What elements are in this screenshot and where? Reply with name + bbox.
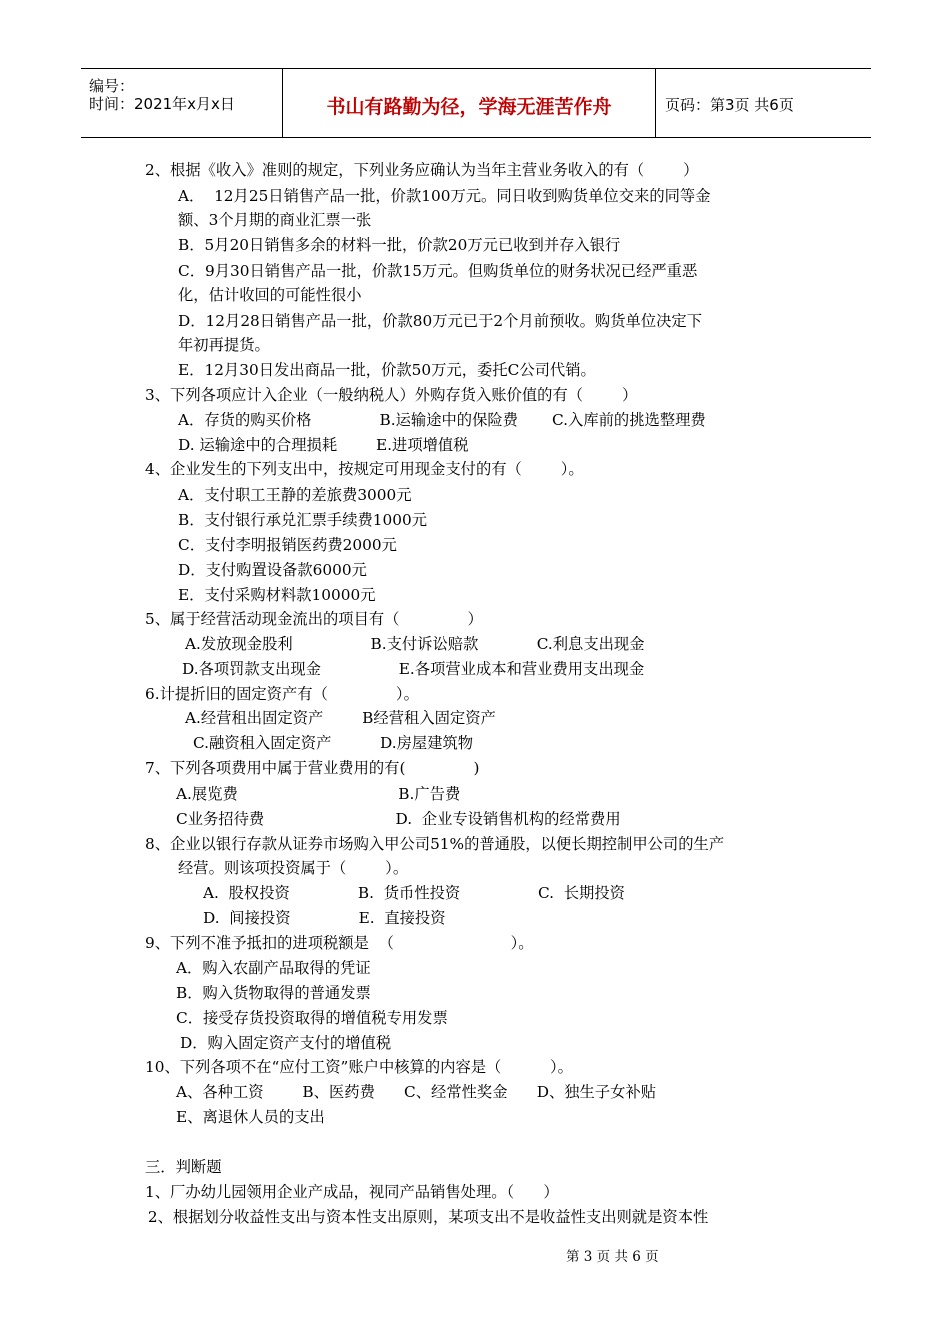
question-4: 4、企业发生的下列支出中，按规定可用现金支付的有（ ）。 — [145, 460, 584, 478]
page-footer: 第 3 页 共 6 页 — [566, 1249, 659, 1265]
question-8: 8、企业以银行存款从证券市场购入甲公司51%的普通股，以便长期控制甲公司的生产 — [145, 835, 725, 853]
page-number-label: 页码：第3页 共6页 — [665, 96, 794, 114]
q9-option-b: B．购入货物取得的普通发票 — [176, 984, 371, 1002]
q2-option-a: A． 12月25日销售产品一批，价款100万元。同日收到购货单位交来的同等金 — [178, 187, 711, 205]
q9-option-a: A．购入农副产品取得的凭证 — [176, 959, 371, 977]
q4-option-c: C．支付李明报销医药费2000元 — [178, 536, 397, 554]
question-9: 9、下列不准予抵扣的进项税额是 （ ）。 — [145, 934, 534, 952]
question-3: 3、下列各项应计入企业（一般纳税人）外购存货入账价值的有（ ） — [145, 386, 638, 404]
time-label: 时间：2021年x月x日 — [89, 95, 235, 113]
q4-option-e: E．支付采购材料款10000元 — [178, 586, 376, 604]
q8-options-de: D. 间接投资 E. 直接投资 — [203, 909, 446, 927]
q3-options-de: D. 运输途中的合理损耗 E.进项增值税 — [178, 436, 469, 454]
q3-options-abc: A．存货的购买价格 B.运输途中的保险费 C.入库前的挑选整理费 — [178, 411, 706, 429]
question-5: 5、属于经营活动现金流出的项目有（ ） — [145, 610, 483, 628]
q5-options-de: D.各项罚款支出现金 E.各项营业成本和营业费用支出现金 — [182, 660, 645, 678]
section-heading-judgment: 三．判断题 — [145, 1158, 222, 1176]
q9-option-d: D．购入固定资产支付的增值税 — [180, 1034, 392, 1052]
q8-options-abc: A. 股权投资 B. 货币性投资 C. 长期投资 — [203, 884, 625, 902]
q9-option-c: C．接受存货投资取得的增值税专用发票 — [176, 1009, 448, 1027]
number-label: 编号： — [89, 77, 135, 95]
q10-option-e: E、离退休人员的支出 — [176, 1108, 325, 1126]
q10-options-abcd: A、各种工资 B、医药费 C、经常性奖金 D、独生子女补贴 — [176, 1083, 657, 1101]
q2-option-d-cont: 年初再提货。 — [178, 336, 270, 354]
question-6: 6.计提折旧的固定资产有（ ）。 — [145, 685, 419, 703]
q4-option-a: A．支付职工王静的差旅费3000元 — [178, 486, 412, 504]
judgment-2: 2、根据划分收益性支出与资本性支出原则，某项支出不是收益性支出则就是资本性 — [143, 1208, 709, 1226]
question-8-cont: 经营。则该项投资属于（ ）。 — [178, 859, 409, 877]
question-7: 7、下列各项费用中属于营业费用的有( ) — [145, 759, 480, 777]
question-2: 2、根据《收入》准则的规定，下列业务应确认为当年主营业务收入的有（ ） — [145, 161, 699, 179]
motto: 书山有路勤为径，学海无涯苦作舟 — [326, 96, 612, 118]
q4-option-b: B．支付银行承兑汇票手续费1000元 — [178, 511, 428, 529]
q7-options-ab: A.展览费 B.广告费 — [176, 785, 461, 803]
page-header — [81, 68, 871, 138]
q2-option-b: B．5月20日销售多余的材料一批，价款20万元已收到并存入银行 — [178, 236, 621, 254]
judgment-1: 1、厂办幼儿园领用企业产成品，视同产品销售处理。（ ） — [145, 1183, 559, 1201]
q2-option-d: D．12月28日销售产品一批，价款80万元已于2个月前预收。购货单位决定下 — [178, 312, 703, 330]
q2-option-c: C．9月30日销售产品一批，价款15万元。但购货单位的财务状况已经严重恶 — [178, 262, 698, 280]
q5-options-abc: A.发放现金股利 B.支付诉讼赔款 C.利息支出现金 — [185, 635, 645, 653]
q6-options-ab: A.经营租出固定资产 B经营租入固定资产 — [185, 709, 496, 727]
question-10: 10、下列各项不在“应付工资”账户中核算的内容是（ ）。 — [145, 1058, 573, 1076]
header-right-cell — [655, 69, 871, 137]
q4-option-d: D．支付购置设备款6000元 — [178, 561, 367, 579]
q7-options-cd: C业务招待费 D. 企业专设销售机构的经常费用 — [176, 810, 621, 828]
header-left-cell — [81, 69, 281, 137]
q6-options-cd: C.融资租入固定资产 D.房屋建筑物 — [193, 734, 474, 752]
header-motto-cell — [282, 69, 656, 137]
q2-option-c-cont: 化，估计收回的可能性很小 — [178, 286, 362, 304]
q2-option-e: E．12月30日发出商品一批，价款50万元，委托C公司代销。 — [178, 361, 596, 379]
q2-option-a-cont: 额、3个月期的商业汇票一张 — [178, 211, 372, 229]
